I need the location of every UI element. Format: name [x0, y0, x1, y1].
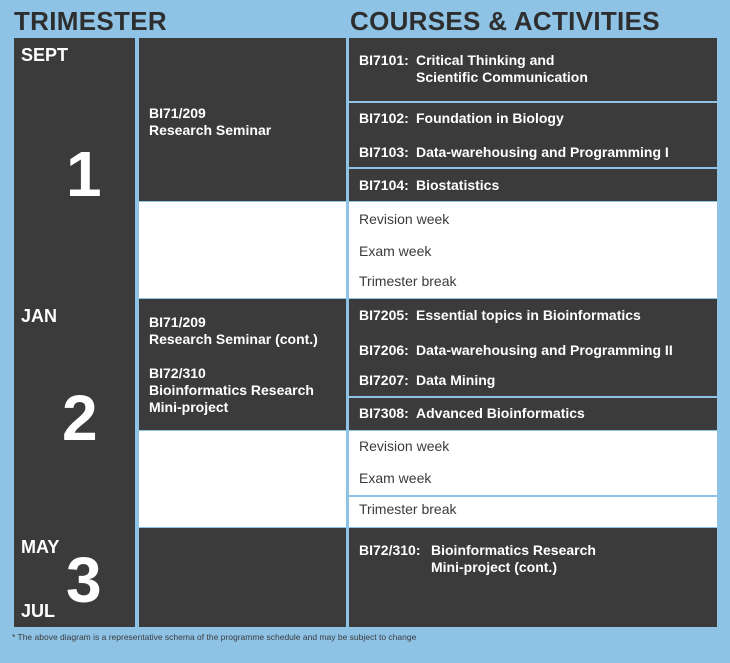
trimester-break-cell-t2: [349, 497, 717, 527]
course-code: BI7308:: [359, 405, 409, 421]
course-cell-bi7205-bi7207: [349, 299, 717, 396]
seminar-code: BI71/209: [149, 314, 206, 330]
seminar-empty-t3: [139, 528, 346, 627]
course-cell-bi7101: [349, 38, 717, 101]
course-title: Critical Thinking and: [416, 52, 555, 68]
course-title: Foundation in Biology: [416, 110, 564, 126]
course-cell-bi7308: [349, 398, 717, 430]
course-title: Data-warehousing and Programming II: [416, 342, 673, 358]
course-title: Essential topics in Bioinformatics: [416, 307, 641, 323]
seminar-empty-t1: [139, 202, 346, 298]
course-title-2: Scientific Communication: [416, 69, 588, 85]
activities-cell-t2: [349, 431, 717, 495]
course-title: Bioinformatics Research: [431, 542, 596, 558]
course-cell-bi7104: [349, 169, 717, 201]
revision-week: Revision week: [359, 211, 450, 227]
course-title: Data Mining: [416, 372, 496, 388]
course-code: BI72/310:: [359, 542, 421, 558]
course-code: BI7104:: [359, 177, 409, 193]
trimester-2-number: 2: [62, 382, 98, 454]
footnote: * The above diagram is a representative schema of the programme schedule and may be subject to change: [12, 632, 417, 642]
course-code: BI7207:: [359, 372, 409, 388]
course-cell-bi7102-bi7103: [349, 103, 717, 167]
course-code: BI7102:: [359, 110, 409, 126]
trimester-break: Trimester break: [359, 501, 457, 517]
seminar-empty-t2: [139, 431, 346, 527]
seminar-title: Research Seminar: [149, 122, 272, 138]
seminar-title: Research Seminar (cont.): [149, 331, 318, 347]
seminar-cell-t2: [139, 299, 346, 430]
course-code: BI7205:: [359, 307, 409, 323]
course-cell-bi72-310: [349, 528, 717, 627]
courses-activities-header: COURSES & ACTIVITIES: [350, 6, 660, 36]
trimester-break: Trimester break: [359, 273, 457, 289]
seminar-cell-t1: [139, 38, 346, 201]
trimester-header: TRIMESTER: [14, 6, 167, 36]
revision-week: Revision week: [359, 438, 450, 454]
course-title: Advanced Bioinformatics: [416, 405, 585, 421]
course-code: BI7103:: [359, 144, 409, 160]
project-code: BI72/310: [149, 365, 206, 381]
course-title: Data-warehousing and Programming I: [416, 144, 669, 160]
exam-week: Exam week: [359, 470, 432, 486]
seminar-code: BI71/209: [149, 105, 206, 121]
course-code: BI7101:: [359, 52, 409, 68]
trimester-3-number: 3: [66, 544, 102, 616]
month-jul: JUL: [21, 601, 56, 621]
project-title-2: Mini-project: [149, 399, 229, 415]
month-sept: SEPT: [21, 45, 69, 65]
month-jan: JAN: [21, 306, 58, 326]
project-title: Bioinformatics Research: [149, 382, 314, 398]
course-title-2: Mini-project (cont.): [431, 559, 557, 575]
month-may: MAY: [21, 537, 60, 557]
course-code: BI7206:: [359, 342, 409, 358]
activities-cell-t1: [349, 202, 717, 298]
trimester-1-number: 1: [66, 138, 102, 210]
course-title: Biostatistics: [416, 177, 500, 193]
exam-week: Exam week: [359, 243, 432, 259]
